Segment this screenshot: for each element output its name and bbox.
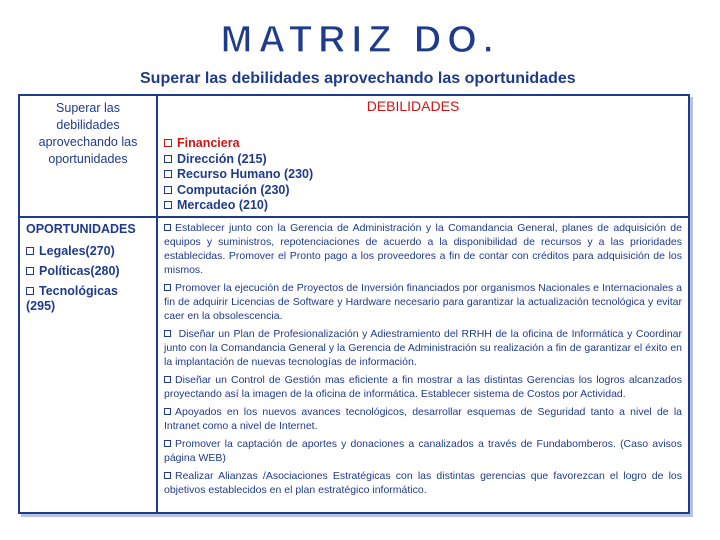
checkbox-bullet-icon bbox=[164, 224, 171, 231]
strategy-item: Apoyados en los nuevos avances tecnológicos, desarrollar esquemas de Seguridad tanto a nivel de la Intranet como a nivel de Internet. bbox=[164, 406, 682, 432]
checkbox-bullet-icon bbox=[164, 408, 171, 415]
checkbox-bullet-icon bbox=[26, 247, 34, 255]
strategy-item: Realizar Alianzas /Asociaciones Estratégicas con las distintas gerencias que favorezcan el logro de los objetivos establecidos en el plan estratégico informático. bbox=[164, 470, 682, 496]
weakness-item: Dirección (215) bbox=[164, 152, 682, 168]
checkbox-bullet-icon bbox=[164, 472, 171, 479]
slide-title bbox=[0, 4, 720, 62]
strategy-item: Diseñar un Control de Gestión mas eficiente a fin mostrar a las distintas Gerencias los logros alcanzados proyectando así la imagen de la oficina de informática. Establecer sistema de Costos por Actividad. bbox=[164, 374, 682, 400]
strategy-item: Promover la captación de aportes y donaciones a canalizados a través de Fundabomberos. (Caso avisos página WEB) bbox=[164, 438, 682, 464]
opportunities-header bbox=[20, 218, 156, 512]
weakness-item: Mercadeo (210) bbox=[164, 198, 682, 214]
opportunity-item: Políticas(280) bbox=[26, 264, 150, 279]
corner-label: Superar las debilidades aprovechando las oportunidades bbox=[38, 101, 138, 166]
weakness-item: Computación (230) bbox=[164, 183, 682, 199]
checkbox-bullet-icon bbox=[164, 139, 172, 147]
weakness-item: Financiera bbox=[164, 136, 682, 152]
checkbox-bullet-icon bbox=[164, 155, 172, 163]
subtitle: Superar las debilidades aprovechando las oportunidades bbox=[140, 70, 576, 87]
weaknesses-list bbox=[164, 136, 682, 214]
opportunity-item: Legales(270) bbox=[26, 244, 150, 259]
opportunities-list bbox=[26, 244, 150, 314]
checkbox-bullet-icon bbox=[164, 201, 172, 209]
checkbox-bullet-icon bbox=[164, 186, 172, 194]
do-strategies-cell bbox=[158, 218, 688, 512]
strategy-item: Promover la ejecución de Proyectos de Inversión financiados por organismos Nacionales e Internacionales a fin de adquirir Licencias de Software y Hardware necesario para garantizar la actualización tecnológica y evitar caer en la obsolescencia. bbox=[164, 282, 682, 322]
checkbox-bullet-icon bbox=[164, 330, 171, 337]
weakness-item: Recurso Humano (230) bbox=[164, 167, 682, 183]
do-matrix-table bbox=[18, 94, 690, 514]
checkbox-bullet-icon bbox=[26, 287, 34, 295]
opportunity-item: Tecnológicas (295) bbox=[26, 284, 118, 313]
checkbox-bullet-icon bbox=[164, 170, 172, 178]
checkbox-bullet-icon bbox=[164, 284, 171, 291]
weaknesses-header bbox=[158, 96, 688, 216]
strategy-item: Diseñar un Plan de Profesionalización y Adiestramiento del RRHH de la oficina de Informática y Coordinar junto con la Comandancia General y la Gerencia de Administración su realización a fin de garantizar el éxito en la implantación de nuevas tecnologías de información. bbox=[164, 328, 682, 368]
opportunities-heading: OPORTUNIDADES bbox=[26, 222, 136, 236]
checkbox-bullet-icon bbox=[164, 376, 171, 383]
checkbox-bullet-icon bbox=[26, 267, 34, 275]
title-text: MATRIZ DO. bbox=[220, 19, 500, 61]
weaknesses-heading: DEBILIDADES bbox=[366, 98, 460, 114]
strategy-item: Establecer junto con la Gerencia de Administración y la Comandancia General, planes de adquisición de equipos y suministros, repotenciaciones de acuerdo a la disponibilidad de recursos y a las prioridades establecidas. Promover el Pronto pago a los proveedores a fin de contar con créditos para adquisición de los mismos. bbox=[164, 222, 682, 276]
checkbox-bullet-icon bbox=[164, 440, 171, 447]
